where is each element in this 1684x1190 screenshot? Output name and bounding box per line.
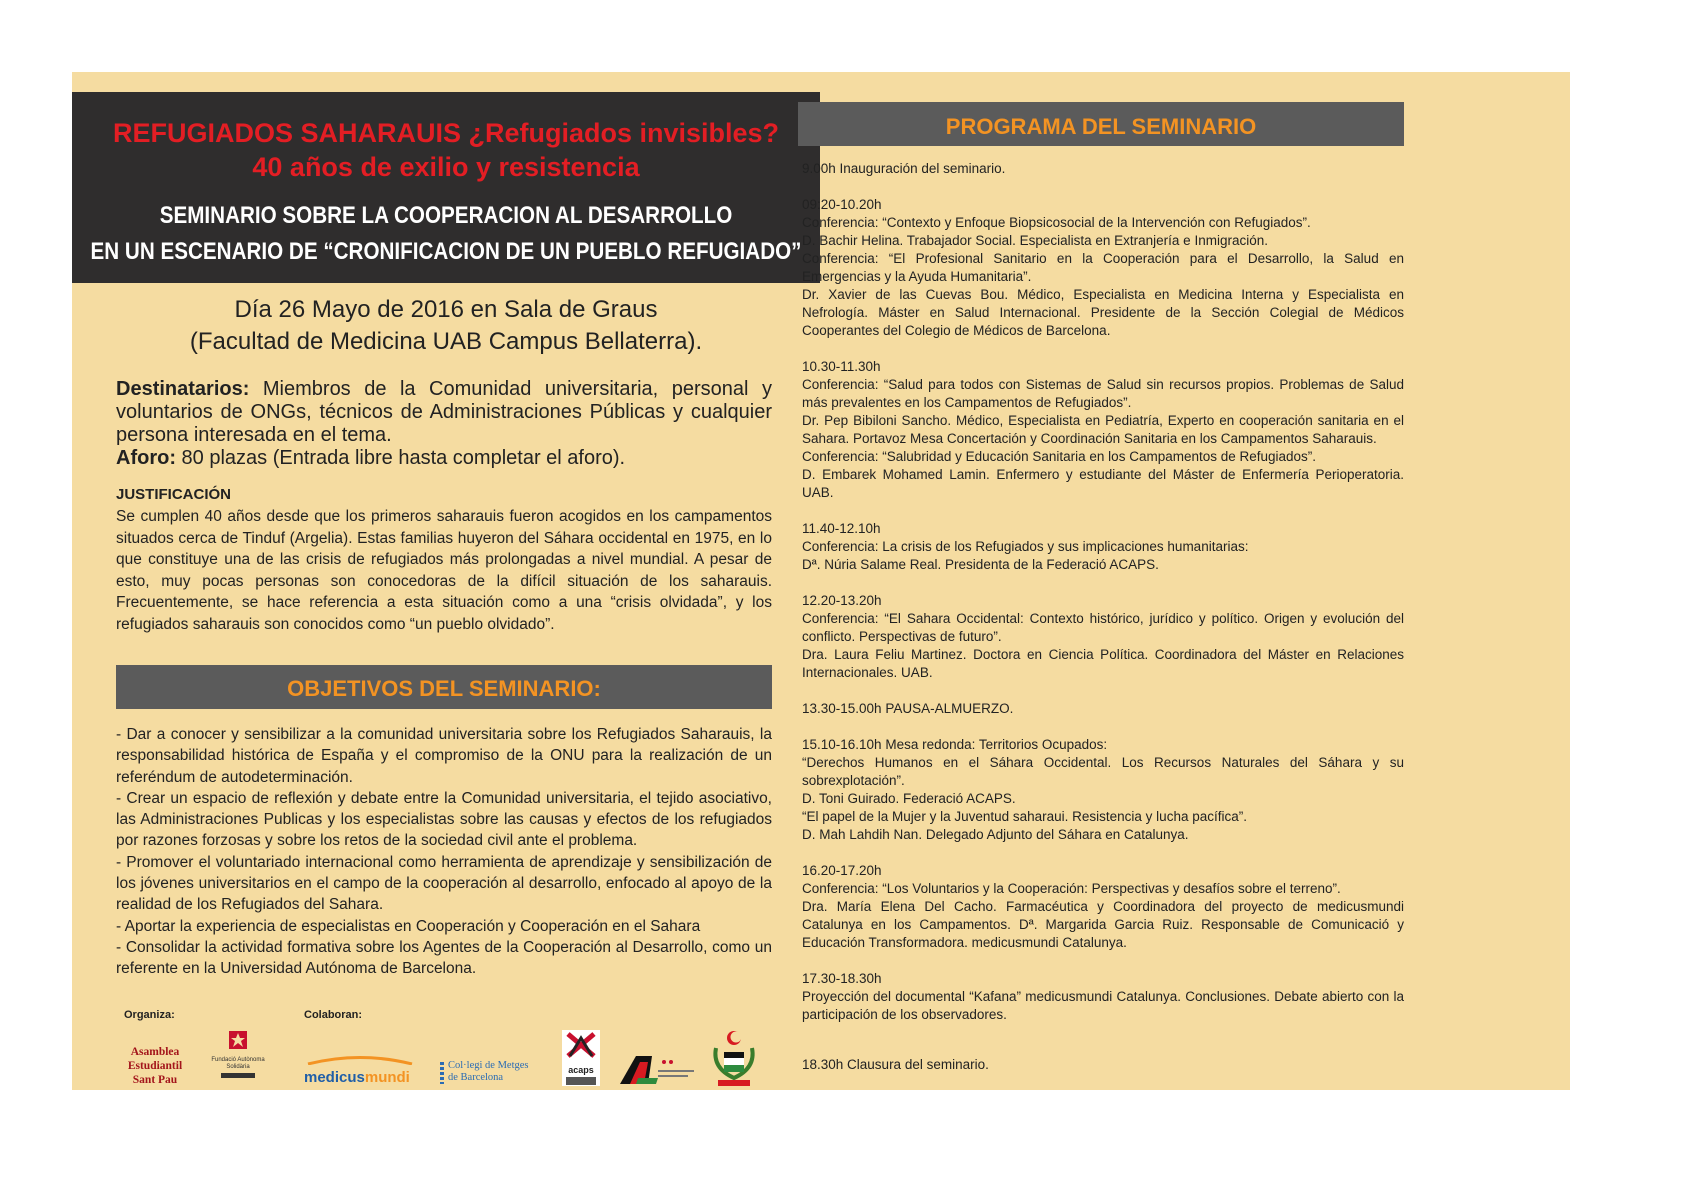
audience-text: Miembros de la Comunidad universitaria, personal y voluntarios de ONGs, técnicos de Administraciones Públicas y cualquier persona interesada en el tema. (116, 378, 772, 446)
program-time: 12.20-13.20h (802, 593, 882, 608)
program-line: Conferencia: La crisis de los Refugiados y sus implicaciones humanitarias: (802, 539, 1249, 554)
objective-item: - Consolidar la actividad formativa sobre los Agentes de la Cooperación al Desarrollo, como un referente en la Universidad Autónoma de Barcelona. (116, 938, 772, 978)
objectives-heading: OBJETIVOS DEL SEMINARIO: (287, 676, 601, 701)
program-line: Dra. Laura Feliu Martinez. Doctora en Ciencia Política. Coordinadora del Máster en Relaciones Internacionales. UAB. (802, 647, 1404, 680)
medicusmundi-word-b: mundi (364, 1069, 410, 1086)
medicusmundi-swoosh-icon (304, 1053, 416, 1065)
acaps-logo (562, 1030, 600, 1086)
sahrawi-crest-icon (708, 1028, 760, 1090)
sahrawi-emblem-logo (708, 1028, 760, 1090)
capacity-label: Aforo: (116, 447, 176, 469)
objective-item: - Dar a conocer y sensibilizar a la comunidad universitaria sobre los Refugiados Saharauis, la responsabilidad histórica de España y el compromiso de la ONU para la realización de un referéndum de autodeterminación. (116, 726, 772, 786)
main-title: REFUGIADOS SAHARAUIS ¿Refugiados invisibles? (112, 118, 780, 148)
fundacio-bar (221, 1073, 255, 1078)
program-block (802, 700, 1404, 718)
objectives-heading-band (116, 665, 772, 709)
program-block (802, 970, 1404, 1024)
asamblea-logo-line: Sant Pau (132, 1074, 178, 1086)
program-line: D. Bachir Helina. Trabajador Social. Especialista en Extranjería e Inmigración. (802, 233, 1268, 248)
program-time: 15.10-16.10h Mesa redonda: Territorios Ocupados: (802, 737, 1108, 752)
program-line: Dª. Núria Salame Real. Presidenta de la Federació ACAPS. (802, 557, 1159, 572)
collegi-line1: Col·legi de Metges (448, 1060, 529, 1071)
program-time: 16.20-17.20h (802, 863, 882, 878)
program-block (802, 592, 1404, 682)
acaps-wordmark: acaps (568, 1065, 594, 1075)
program-line: Conferencia: “Contexto y Enfoque Biopsicosocial de la Intervención con Refugiados”. (802, 215, 1311, 230)
colaboran-label: Colaboran: (304, 1009, 363, 1021)
program-line: “El papel de la Mujer y la Juventud saharaui. Resistencia y lucha pacífica”. (802, 809, 1247, 824)
capacity-text: 80 plazas (Entrada libre hasta completar el aforo). (175, 447, 626, 469)
program-line: 13.30-15.00h PAUSA-ALMUERZO. (802, 701, 1014, 716)
medicusmundi-word-a: medicus (304, 1069, 365, 1086)
event-venue: (Facultad de Medicina UAB Campus Bellaterra). (189, 328, 703, 355)
audience-label: Destinatarios: (116, 378, 250, 400)
program-line: Dra. María Elena Del Cacho. Farmacéutica y Coordinadora del proyecto de medicusmundi Catalunya en los Campamentos. Dª. Margarida Garcia Ruiz. Responsable de Comunicació y Educación Transformadora. medicusmundi Catalunya. (802, 899, 1404, 950)
objective-item: - Crear un espacio de reflexión y debate entre la Comunidad universitaria, el tejido asociativo, las Administraciones Publicas y los especialistas sobre las causas y efectos de los refugiados por razones forzosas y sobre los retos de la sociedad civil ante el problema. (116, 789, 772, 850)
fundacio-logo-text: Fundació Autònoma Solidària (211, 1057, 265, 1070)
main-title-line2: 40 años de exilio y resistencia (252, 152, 640, 182)
acaps-bar (566, 1077, 596, 1085)
asamblea-estudiantil-logo (120, 1045, 190, 1087)
objective-item: - Aportar la experiencia de especialistas en Cooperación y Cooperación en el Sahara (116, 917, 701, 935)
subtitle-line2: EN UN ESCENARIO DE “CRONIFICACION DE UN PUEBLO REFUGIADO” (90, 238, 802, 265)
program-line: D. Mah Lahdih Nan. Delegado Adjunto del Sáhara en Catalunya. (802, 827, 1189, 842)
seminar-flyer (72, 72, 1570, 1090)
objective-item: - Promover el voluntariado internacional como herramienta de aprendizaje y sensibilización de los jóvenes universitarios en el campo de la cooperación al desarrollo, enfocado al apoyo de la realidad de los Refugiados del Sahara. (116, 853, 772, 914)
program-time: 17.30-18.30h (802, 971, 882, 986)
program-line: Dr. Pep Bibiloni Sancho. Médico, Especialista en Pediatría, Experto en cooperación sanitaria en el Sahara. Portavoz Mesa Concertación y Coordinación Sanitaria en los Campamentos Saharauis. (802, 413, 1404, 446)
asamblea-logo-line: Estudiantil (127, 1060, 183, 1072)
fundacio-autonoma-logo (210, 1028, 266, 1078)
header-banner (72, 92, 820, 283)
collegi-logo-text (448, 1060, 528, 1084)
asamblea-logo-line: Asamblea (130, 1046, 180, 1058)
fundacio-emblem-icon (226, 1028, 250, 1052)
collegi-stripe-icon (440, 1062, 444, 1084)
program-line: Dr. Xavier de las Cuevas Bou. Médico, Especialista en Medicina Interna y Especialista en Nefrología. Máster en Salud Internacional. Presidente de la Sección Colegial de Médicos Cooperantes del Colegio de Médicos de Barcelona. (802, 287, 1404, 338)
organiza-label: Organiza: (124, 1009, 175, 1021)
program-time: 10.30-11.30h (802, 359, 881, 374)
event-date: Día 26 Mayo de 2016 en Sala de Graus (234, 296, 658, 323)
program-block (802, 196, 1404, 340)
federation-flag-icon (618, 1050, 698, 1090)
program-heading-band (798, 102, 1404, 146)
acaps-emblem-icon (562, 1030, 600, 1060)
program-line: Conferencia: “El Sahara Occidental: Contexto histórico, jurídico y político. Origen y evolución del conflicto. Perspectivas de futuro”. (802, 611, 1404, 644)
program-block (802, 736, 1404, 844)
justification-text: Se cumplen 40 años desde que los primeros saharauis fueron acogidos en los campamentos situados cerca de Tinduf (Argelia). Estas familias huyeron del Sáhara occidental en 1975, en lo que constituye una de las crisis de refugiados más prolongadas a nivel mundial. A pesar de esto, muy pocas personas son conocedoras de la difícil situación de los saharauis. Frecuentemente, se hace referencia a esta situación como a una “crisis olvidada”, y los refugiados saharauis son conocidos como “un pueblo olvidado”. (116, 508, 772, 633)
subtitle-line1: SEMINARIO SOBRE LA COOPERACION AL DESARROLLO (159, 202, 733, 229)
program-block (802, 520, 1404, 574)
program-time: 09:20-10.20h (802, 197, 882, 212)
program-heading: PROGRAMA DEL SEMINARIO (945, 114, 1257, 139)
program-line: D. Toni Guirado. Federació ACAPS. (802, 791, 1016, 806)
justification-heading: JUSTIFICACIÓN (116, 486, 232, 503)
objectives-list (116, 724, 772, 980)
program-line: 18.30h Clausura del seminario. (802, 1057, 989, 1072)
program-line: D. Embarek Mohamed Lamin. Enfermero y estudiante del Máster de Enfermería Perioperatoria. UAB. (802, 467, 1404, 500)
program-line: Conferencia: “El Profesional Sanitario en la Cooperación para el Desarrollo, la Salud en Emergencias y la Ayuda Humanitaria”. (802, 251, 1404, 284)
program-block (802, 1056, 1404, 1074)
program-block (802, 160, 1404, 178)
program-block (802, 862, 1404, 952)
program-line: 9.00h Inauguración del seminario. (802, 161, 1006, 176)
medicusmundi-wordmark (304, 1070, 416, 1086)
program-line: “Derechos Humanos en el Sáhara Occidental. Los Recursos Naturales del Sáhara y su sobrexplotación”. (802, 755, 1404, 788)
program-time: 11.40-12.10h (802, 521, 881, 536)
medicusmundi-logo (304, 1052, 416, 1086)
collegi-line2: de Barcelona (448, 1072, 504, 1083)
federation-logo (618, 1050, 698, 1090)
program-line: Conferencia: “Salud para todos con Sistemas de Salud sin recursos propios. Problemas de Salud más prevalentes en los Campamentos de Refugiados”. (802, 377, 1404, 410)
program-schedule (802, 160, 1404, 1092)
program-line: Conferencia: “Los Voluntarios y la Cooperación: Perspectivas y desafíos sobre el terreno”. (802, 881, 1341, 896)
program-line: Proyección del documental “Kafana” medicusmundi Catalunya. Conclusiones. Debate abierto con la participación de los observadores. (802, 989, 1404, 1022)
audience-paragraph (116, 378, 772, 470)
program-block (802, 358, 1404, 502)
program-line: Conferencia: “Salubridad y Educación Sanitaria en los Campamentos de Refugiados”. (802, 449, 1317, 464)
